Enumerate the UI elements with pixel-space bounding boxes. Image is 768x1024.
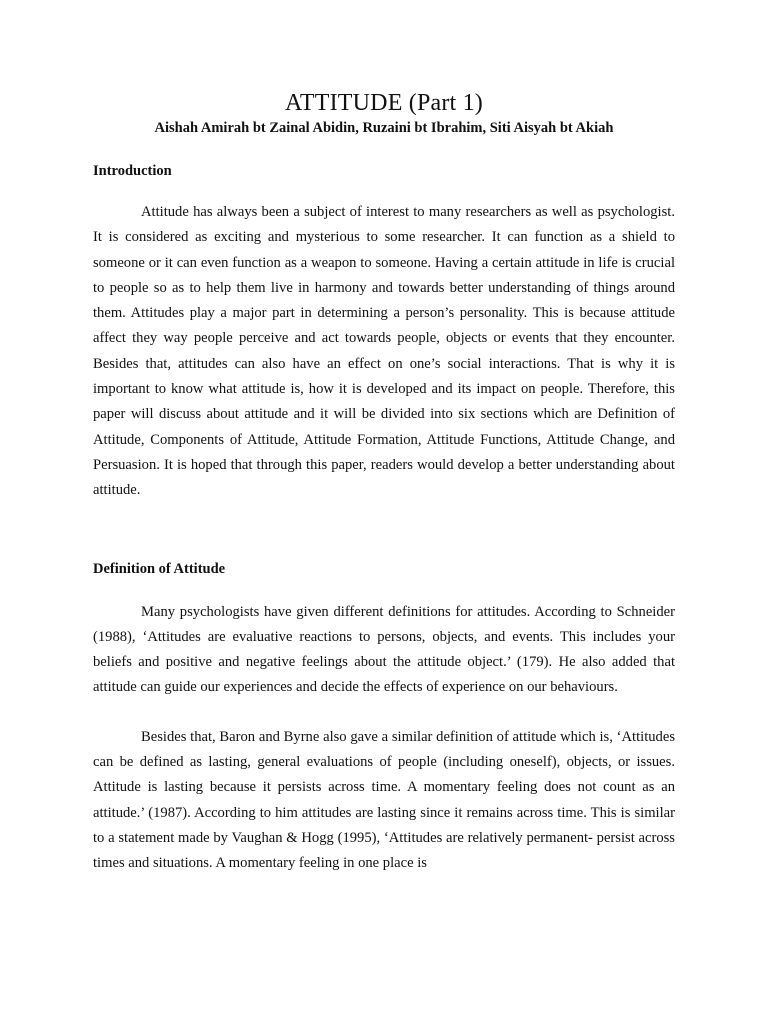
definition-paragraph-2: Besides that, Baron and Byrne also gave a similar definition of attitude which is, ‘Attitudes can be defined as lasting, general evaluations of people (including oneself), objects, or issues. Attitude is lasting because it persists across time. A momentary feeling does not count as an attitude.’ (1987). According to him attitudes are lasting since it remains across time. This is similar to a statement made by Vaughan & Hogg (1995), ‘Attitudes are relatively permanent- persist across times and situations. A momentary feeling in one place is bbox=[93, 728, 675, 872]
document-authors: Aishah Amirah bt Zainal Abidin, Ruzaini bt Ibrahim, Siti Aisyah bt Akiah bbox=[154, 120, 614, 136]
introduction-paragraph: Attitude has always been a subject of interest to many researchers as well as psychologist. It is considered as exciting and mysterious to some researcher. It can function as a shield to someone or it can even function as a weapon to someone. Having a certain attitude in life is crucial to people so as to help them live in harmony and towards better understanding of things around them. Attitudes play a major part in determining a person’s personality. This is because attitude affect they way people perceive and act towards people, objects or events that they encounter. Besides that, attitudes can also have an effect on one’s social interactions. That is why it is important to know what attitude is, how it is developed and its impact on people. Therefore, this paper will discuss about attitude and it will be divided into six sections which are Definition of Attitude, Components of Attitude, Attitude Formation, Attitude Functions, Attitude Change, and Persuasion. It is hoped that through this paper, readers would develop a better understanding about attitude. bbox=[93, 204, 675, 499]
document-page bbox=[93, 88, 675, 877]
definition-paragraph-1: Many psychologists have given different definitions for attitudes. According to Schneider (1988), ‘Attitudes are evaluative reactions to persons, objects, and events. This includes your beliefs and positive and negative feelings about the attitude object.’ (179). He also added that attitude can guide our experiences and decide the effects of experience on our behaviours. bbox=[93, 603, 675, 696]
document-title: ATTITUDE (Part 1) bbox=[284, 90, 483, 116]
section-heading-definition: Definition of Attitude bbox=[93, 560, 226, 577]
section-heading-introduction: Introduction bbox=[93, 163, 172, 179]
